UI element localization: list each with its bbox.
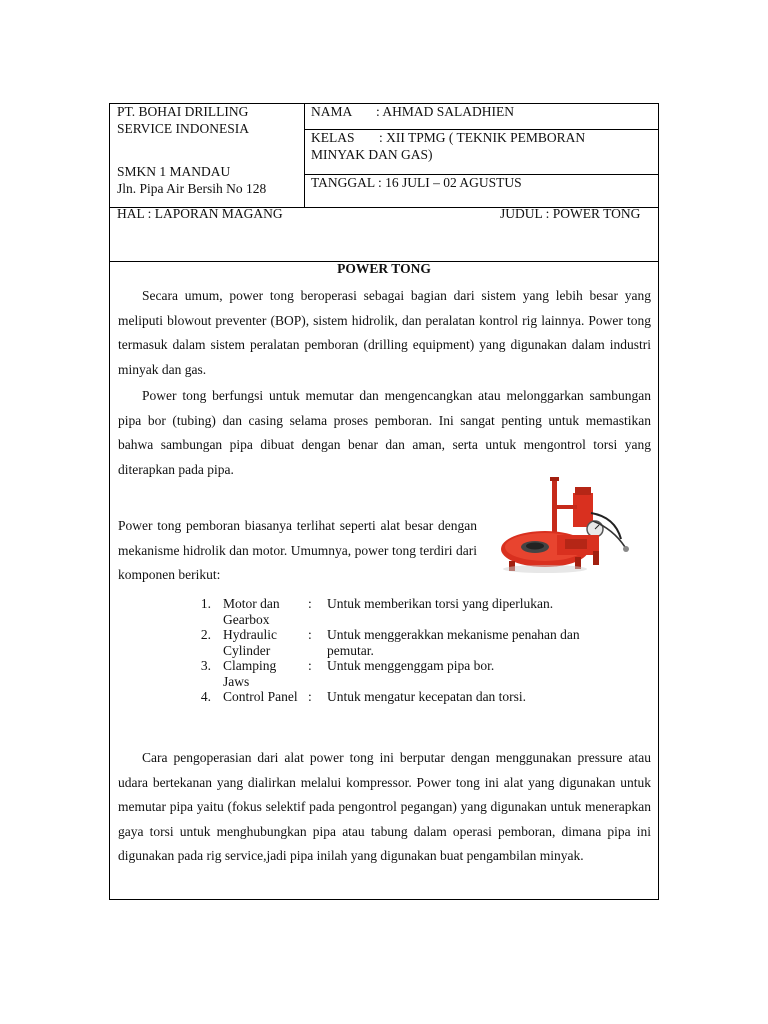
list-item-colon: :: [308, 689, 312, 704]
list-item-colon: :: [308, 627, 312, 642]
components-intro: Power tong pemboran biasanya terlihat seperti alat besar dengan mekanisme hidrolik dan motor. Umumnya, power tong terdiri dari komponen berikut:: [118, 518, 477, 583]
list-item-name: Clamping Jaws: [223, 658, 277, 689]
paragraph-2-text: Power tong berfungsi untuk memutar dan mengencangkan atau melonggarkan sambungan pipa bor (tubing) dan casing selama proses pemboran. Ini sangat penting untuk memastikan bahwa sambungan pipa dibuat dengan benar dan aman, serta untuk mengontrol torsi yang diterapkan pada pipa.: [118, 388, 651, 477]
list-item-name: Hydraulic Cylinder: [223, 627, 277, 658]
school-name: SMKN 1 MANDAU: [117, 164, 231, 179]
list-item-number: 2.: [200, 627, 211, 642]
paragraph-1-text: Secara umum, power tong beroperasi sebagai bagian dari sistem yang lebih besar yang meliputi blowout preventer (BOP), sistem hidrolik, dan peralatan kontrol rig lainnya. Power tong termasuk dalam sistem peralatan pemboran (drilling equipment) yang digunakan dalam industri minyak dan gas.: [118, 288, 651, 377]
list-item-desc: Untuk mengatur kecepatan dan torsi.: [327, 689, 527, 704]
list-item-desc: Untuk menggenggam pipa bor.: [327, 658, 495, 673]
list-item-colon: :: [308, 596, 312, 611]
list-item-number: 3.: [200, 658, 211, 673]
list-item-desc: Untuk menggerakkan mekanisme penahan dan pemutar.: [327, 627, 580, 658]
kelas-value-line1: : XII TPMG ( TEKNIK PEMBORAN: [379, 130, 586, 145]
paragraph-3: [118, 746, 651, 869]
judul-label: JUDUL : POWER TONG: [500, 206, 641, 221]
company-name-line2: SERVICE INDONESIA: [117, 121, 250, 136]
kelas-value-line2: MINYAK DAN GAS): [311, 147, 433, 162]
list-item-name: Control Panel: [223, 689, 298, 704]
list-item-number: 4.: [200, 689, 211, 704]
page-title: POWER TONG: [337, 261, 431, 276]
power-tong-image: [495, 477, 635, 587]
paragraph-3-text: Cara pengoperasian dari alat power tong ini berputar dengan menggunakan pressure atau udara bertekanan yang dialirkan melalui kompressor. Power tong ini alat yang digunakan untuk memutar pipa yaitu (fokus selektif pada pengontrol pegangan) yang digunakan untuk menerapkan gaya torsi untuk menghubungkan pipa atau tabung dalam operasi pemboran, dimana pipa ini digunakan pada rig service,jadi pipa inilah yang digunakan buat pengambilan minyak.: [118, 750, 651, 864]
nama-value: : AHMAD SALADHIEN: [376, 104, 514, 119]
paragraph-1: [118, 284, 651, 382]
paragraph-2: [118, 384, 651, 482]
header-divider-vertical: [304, 103, 305, 208]
nama-label: NAMA: [311, 104, 353, 119]
school-address: Jln. Pipa Air Bersih No 128: [117, 181, 267, 196]
list-item-number: 1.: [200, 596, 211, 611]
hal-label: HAL : LAPORAN MAGANG: [117, 206, 283, 221]
kelas-label: KELAS: [311, 130, 355, 145]
tanggal: TANGGAL : 16 JULI – 02 AGUSTUS: [311, 175, 522, 190]
list-item-colon: :: [308, 658, 312, 673]
list-item-name: Motor dan Gearbox: [223, 596, 280, 627]
company-name-line1: PT. BOHAI DRILLING: [117, 104, 249, 119]
list-item-desc: Untuk memberikan torsi yang diperlukan.: [327, 596, 554, 611]
